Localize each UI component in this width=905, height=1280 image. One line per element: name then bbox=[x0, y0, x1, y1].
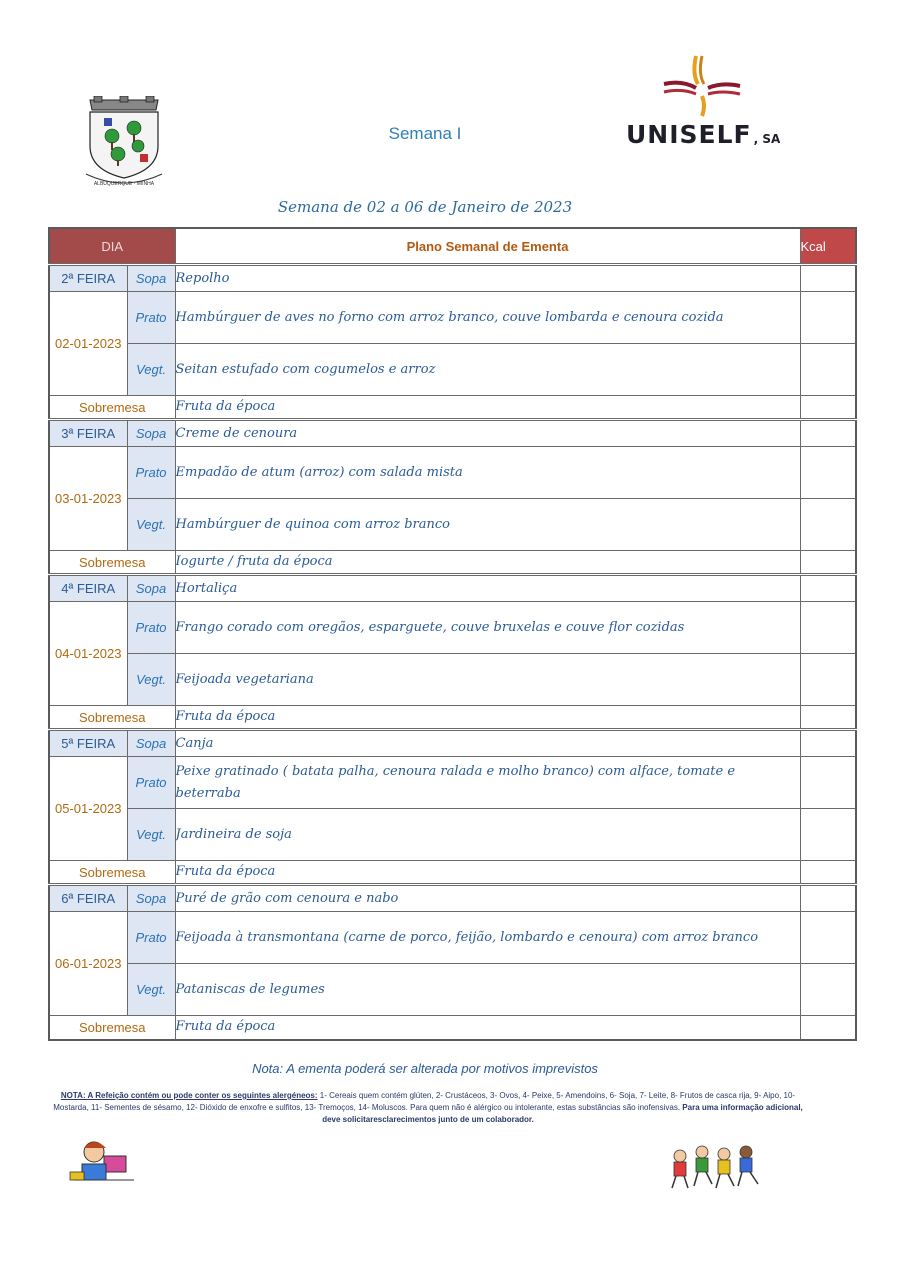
uniself-emblem-icon bbox=[662, 54, 742, 118]
table-row bbox=[49, 292, 856, 344]
table-row bbox=[49, 265, 856, 292]
dish-sobremesa: Iogurte / fruta da época bbox=[175, 551, 800, 575]
dish-vegt: Jardineira de soja bbox=[175, 809, 800, 861]
kcal-cell bbox=[800, 575, 856, 602]
kcal-cell bbox=[800, 551, 856, 575]
week-label: Semana I bbox=[388, 124, 462, 143]
table-row bbox=[49, 575, 856, 602]
course-label-sopa: Sopa bbox=[127, 575, 175, 602]
course-label-prato: Prato bbox=[127, 757, 175, 809]
dish-prato: Empadão de atum (arroz) com salada mista bbox=[175, 447, 800, 499]
table-row bbox=[49, 499, 856, 551]
kcal-cell bbox=[800, 344, 856, 396]
course-label-vegt: Vegt. bbox=[127, 344, 175, 396]
table-row bbox=[49, 420, 856, 447]
course-label-sopa: Sopa bbox=[127, 420, 175, 447]
day-label: 4ª FEIRA bbox=[49, 575, 127, 602]
kcal-cell bbox=[800, 912, 856, 964]
date-label: 03-01-2023 bbox=[49, 447, 127, 551]
weekly-menu-table bbox=[48, 227, 857, 1041]
table-row bbox=[49, 912, 856, 964]
dish-prato: Feijoada à transmontana (carne de porco, feijão, lombardo e cenoura) com arroz branco bbox=[175, 912, 800, 964]
dish-sobremesa: Fruta da época bbox=[175, 861, 800, 885]
dish-sopa: Creme de cenoura bbox=[175, 420, 800, 447]
kcal-cell bbox=[800, 730, 856, 757]
dish-prato: Hambúrguer de aves no forno com arroz branco, couve lombarda e cenoura cozida bbox=[175, 292, 800, 344]
allergen-extra: Para uma informação adicional, deve solicitaresclarecimentos junto de um colaborador. bbox=[322, 1103, 803, 1124]
dish-vegt: Hambúrguer de quinoa com arroz branco bbox=[175, 499, 800, 551]
kcal-cell bbox=[800, 292, 856, 344]
table-row bbox=[49, 885, 856, 912]
uniself-logo bbox=[620, 54, 810, 154]
dish-sopa: Puré de grão com cenoura e nabo bbox=[175, 885, 800, 912]
menu-change-note: Nota: A ementa poderá ser alterada por motivos imprevistos bbox=[252, 1061, 598, 1076]
course-label-sobremesa: Sobremesa bbox=[49, 861, 175, 885]
kcal-cell bbox=[800, 654, 856, 706]
course-label-prato: Prato bbox=[127, 292, 175, 344]
course-label-sobremesa: Sobremesa bbox=[49, 706, 175, 730]
course-label-prato: Prato bbox=[127, 447, 175, 499]
day-label: 5ª FEIRA bbox=[49, 730, 127, 757]
course-label-sopa: Sopa bbox=[127, 730, 175, 757]
municipal-crest-logo bbox=[82, 96, 166, 188]
table-row bbox=[49, 1016, 856, 1040]
day-label: 3ª FEIRA bbox=[49, 420, 127, 447]
kcal-cell bbox=[800, 1016, 856, 1040]
dish-prato: Peixe gratinado ( batata palha, cenoura ralada e molho branco) com alface, tomate e beterraba bbox=[175, 757, 800, 809]
header-plan-title: Plano Semanal de Ementa bbox=[175, 228, 800, 265]
kcal-cell bbox=[800, 396, 856, 420]
table-row bbox=[49, 396, 856, 420]
course-label-prato: Prato bbox=[127, 912, 175, 964]
uniself-brand-text: UNISELF , SA bbox=[626, 120, 781, 149]
dish-vegt: Feijoada vegetariana bbox=[175, 654, 800, 706]
table-row bbox=[49, 964, 856, 1016]
date-label: 02-01-2023 bbox=[49, 292, 127, 396]
dish-prato: Frango corado com oregãos, esparguete, couve bruxelas e couve flor cozidas bbox=[175, 602, 800, 654]
table-row bbox=[49, 757, 856, 809]
children-running-illustration bbox=[666, 1142, 770, 1190]
kcal-cell bbox=[800, 420, 856, 447]
course-label-prato: Prato bbox=[127, 602, 175, 654]
table-row bbox=[49, 447, 856, 499]
table-row bbox=[49, 551, 856, 575]
date-label: 06-01-2023 bbox=[49, 912, 127, 1016]
child-reading-illustration bbox=[64, 1136, 146, 1186]
header-kcal: Kcal bbox=[800, 228, 856, 265]
dish-vegt: Pataniscas de legumes bbox=[175, 964, 800, 1016]
kcal-cell bbox=[800, 964, 856, 1016]
header-dia: DIA bbox=[49, 228, 175, 265]
allergen-title: NOTA: A Refeição contém ou pode conter os seguintes alergéneos: bbox=[60, 1091, 318, 1100]
dish-sopa: Repolho bbox=[175, 265, 800, 292]
course-label-vegt: Vegt. bbox=[127, 964, 175, 1016]
course-label-sobremesa: Sobremesa bbox=[49, 1016, 175, 1040]
crest-motto: ALBUQUERQUE · IMINHA bbox=[93, 181, 155, 187]
kcal-cell bbox=[800, 265, 856, 292]
allergen-note bbox=[48, 1090, 808, 1126]
course-label-vegt: Vegt. bbox=[127, 654, 175, 706]
kcal-cell bbox=[800, 447, 856, 499]
course-label-sobremesa: Sobremesa bbox=[49, 551, 175, 575]
dish-sopa: Hortaliça bbox=[175, 575, 800, 602]
table-row bbox=[49, 344, 856, 396]
kcal-cell bbox=[800, 706, 856, 730]
dish-vegt: Seitan estufado com cogumelos e arroz bbox=[175, 344, 800, 396]
kcal-cell bbox=[800, 602, 856, 654]
day-label: 6ª FEIRA bbox=[49, 885, 127, 912]
table-row bbox=[49, 730, 856, 757]
day-label: 2ª FEIRA bbox=[49, 265, 127, 292]
dish-sobremesa: Fruta da época bbox=[175, 1016, 800, 1040]
kcal-cell bbox=[800, 499, 856, 551]
week-subtitle: Semana de 02 a 06 de Janeiro de 2023 bbox=[277, 198, 573, 216]
course-label-sobremesa: Sobremesa bbox=[49, 396, 175, 420]
table-row bbox=[49, 861, 856, 885]
table-row bbox=[49, 654, 856, 706]
table-header-row bbox=[49, 228, 856, 265]
dish-sobremesa: Fruta da época bbox=[175, 706, 800, 730]
kcal-cell bbox=[800, 757, 856, 809]
course-label-sopa: Sopa bbox=[127, 885, 175, 912]
table-row bbox=[49, 809, 856, 861]
course-label-vegt: Vegt. bbox=[127, 809, 175, 861]
table-row bbox=[49, 706, 856, 730]
table-row bbox=[49, 602, 856, 654]
kcal-cell bbox=[800, 885, 856, 912]
course-label-sopa: Sopa bbox=[127, 265, 175, 292]
date-label: 04-01-2023 bbox=[49, 602, 127, 706]
kcal-cell bbox=[800, 861, 856, 885]
dish-sopa: Canja bbox=[175, 730, 800, 757]
date-label: 05-01-2023 bbox=[49, 757, 127, 861]
allergen-list: 1- Cereais quem contém glúten, 2- Crustáceos, 3- Ovos, 4- Peixe, 5- Amendoins, 6- Soja, 7- Leite, 8- Frutos de casca rija, 9- Aipo, 10- Mostarda, 11- Sementes de sésamo, 12- Dióxido de enxofre e sulfitos, 13- Tremoços, 14- Moluscos. Para quem não é alérgico ou intolerante, estas substâncias são inofensivas. bbox=[53, 1091, 796, 1112]
course-label-vegt: Vegt. bbox=[127, 499, 175, 551]
dish-sobremesa: Fruta da época bbox=[175, 396, 800, 420]
kcal-cell bbox=[800, 809, 856, 861]
